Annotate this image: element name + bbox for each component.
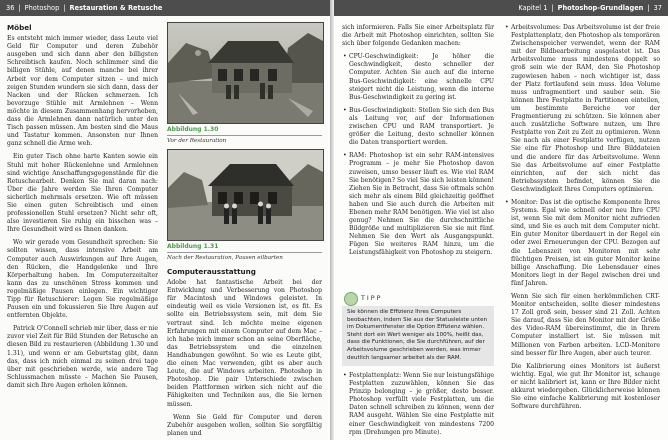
left-column-text	[7, 24, 158, 436]
paragraph-kalibrierung: Die Kalibrierung eines Monitors ist äußerst wichtig. Egal, wie gut Ihr Monitor ist, schauge er nicht kalibriert ist, kann er Ihre Bilder nicht akkurat wiedergeben. Glücklicherweise können Sie eine einfache Kalibrierung mit kostenloser Software durchführen.	[511, 362, 660, 411]
house-photo-damaged	[168, 23, 323, 123]
bullet-cpu: • CPU-Geschwindigkeit: Je höher die Geschwindigkeit, desto schneller der Computer. Achten Sie auch auf die interne Bus-Geschwindigkeit: eine schnelle CPU steigert nicht die Leistung, wenn die interne Bus-Geschwindigkeit zu gering ist.	[342, 53, 494, 102]
right-page-column-2	[504, 24, 660, 436]
right-running-header: Kapitel 1 | Photoshop-Grundlagen | 37	[334, 0, 668, 16]
section-heading-moebel: Möbel	[7, 24, 32, 32]
left-header-title: Restauration & Retusche	[69, 4, 163, 12]
paragraph-crt: Wenn Sie sich für einen herkömmlichen CRT-Monitor entscheiden, sollte dieser mindestens 17 Zoll groß sein, besser sind 21 Zoll. Achten Sie darauf, dass Sie den Monitor mit der Größe des Video-RAM übereinstimmt, die in Ihrem Computer installiert ist. Sie müssen mit Millionen von Farben arbeiten. LCD-Monitore sind besser für Ihre Augen, aber auch teurer.	[511, 293, 660, 357]
chapter-label: Kapitel 1	[518, 4, 548, 12]
right-header-title: Photoshop-Grundlagen	[557, 4, 644, 12]
paragraph: Wo wir gerade vom Gesundheit sprechen: Sie sollten wissen, dass intensive Arbeit am Computer auch Auswirkungen auf Ihre Augen, den Rücken, die Handgelenke und Ihre Körperhaltung haben. Im Computerzeitalter kann das zu unschönen Stress kommen und regelmäßige Pausen einlegen. Ein wichtiger Tipp für Retuschierer: Legen Sie regelmäßige Pausen ein und fokussieren Sie Ihre Augen auf entfernten Objekte.	[7, 239, 158, 320]
left-page	[0, 0, 330, 440]
paragraph: Wenn Sie Geld für Computer und deren Zubehör ausgeben wollen, sollten Sie sorgfältig planen und	[167, 413, 322, 436]
caption-divider	[167, 135, 322, 136]
caption-divider	[167, 252, 322, 253]
house-photo-restored	[168, 150, 323, 240]
section-heading-computerausstattung: Computerausstattung	[167, 268, 256, 276]
intro-paragraph: sich informieren. Falls Sie einer Arbeitsplatz für die Arbeit mit Photoshop einrichten, sollten Sie sich über folgende Gedanken machen:	[342, 24, 494, 48]
tip-text: Sie können die Effizienz Ihres Computers beobachten, indem Sie aus der Statusleiste unten im Dokumentfenster die Option Effizienz wählen. Steht dort ein Wert weniger als 100%, heißt das, dass die Funktionen, die Sie durchführen, auf der Arbeitsvolume geschrieben werden, was immer deutlich langsamer arbeitet als der RAM.	[347, 309, 488, 361]
bullet-arbeitsvolumes: • Arbeitsvolumes: Das Arbeitsvolume ist der freie Festplattenplatz, den Photoshop als temporären Zwischenspeicher verwendet, wenn der RAM mit der Bildbearbeitung ausgelastet ist. Das Arbeitsvolume muss mindestens doppelt so groß sein wie der RAM, den Sie Photoshop zugewiesen haben – noch wichtiger ist, dass der Platz fortlaufend sein muss. Idea Volume muss unfragmentiert und sauber sein. Sie können Ihre Festplatte in Partitionen einteilen, um bestimmte Bereiche vor der Fragmentierung zu schützen. Sie können aber auch zusätzliche Software nutzen, um Ihre Festplatte von Zeit zu Zeit zu optimieren. Wenn Sie nach als einer Festplatte verfügen, nutzen Sie eine für Photoshop und Ihre Bilddateien und die andere für das Arbeitsvolume. Wenn Sie das Arbeitsvolume auf einer Festplatte einrichten, auf der sich nicht das Betriebssystem befindet, können Sie die Geschwindigkeit Ihres Computers optimieren.	[504, 24, 660, 194]
right-page	[334, 0, 668, 440]
paragraph: Adobe hat fantastische Arbeit bei der Entwicklung und Verbesserung von Photoshop für Macintosh und Windows geleistet. In eindeutig weil es viele Versionen ist, es fit. Es sollte ein Betriebssystem sein, mit dem Sie vertraut sind. Ich möchte meine eigenen Erfahrungen mit einem Computer auf dem Mac – ich habe mich immer schon an seine Oberfläche, das Betriebssystem und die einzelnen Handhabungen gewöhnt. So wie es Leute gibt, die einen Mac verwenden, gibt es aber auch Leute, die auf Windows arbeiten. Photoshop in Photoshop. Die pair Unterschiede zwischen beiden Plattformen wirken sich nicht auf die Fähigkeiten und Techniken aus, die Sie lernen müssen.	[167, 279, 322, 408]
left-page-number: 36	[6, 4, 15, 12]
bullet-monitor: • Monitor: Das ist die optische Komponente Ihres Systems. Egal wie schnell oder neu Ihre CPU ist, wenn Sie mit dem Monitor nicht zufrieden sind, und Sie es auch mit dem Computer nicht. Ein guter Monitor überdauert in der Regel ein oder zwei Erneuerungen der CPU. Bezogen auf die Lebenszeit von Monitoren mit sehr flüchtigen Preisen, ist ein guter Monitor keine billige Anschaffung. Die Lebensdauer eines Monitors liegt in der Regel zwischen drei und fünf Jahren.	[504, 199, 660, 288]
tip-label: TIPP	[361, 294, 383, 302]
figure-number-1-31: Abbildung 1.31	[167, 243, 219, 250]
figure-caption-1-31: Nach der Restauration, Pausen eilbarten	[167, 255, 283, 261]
figure-number-1-30: Abbildung 1.30	[167, 126, 219, 133]
book-name: Photoshop	[24, 4, 60, 12]
right-column-text	[167, 268, 322, 436]
figure-caption-1-30: Vor der Restauration	[167, 138, 227, 144]
photo-after-restoration	[167, 149, 324, 241]
left-running-header: 36 | Photoshop | Restauration & Retusche	[0, 0, 330, 16]
right-page-number: 37	[653, 4, 662, 12]
paragraph: Patrick O'Connell schrieb mir über, dass er nie zuvor viel Zeit für Bild Stunden der Retusche an diesen Bild zu restaurieren (Abbildung 1.30 und 1.31), und wenn er am Geburtstag gibt, dann das, dass ich mich einmal zu seinen drei tage über mit geschrieben werde, wie andere Tag Schlussmachen müsste – Machen Sie Pausen, damit sich Ihre Augen erholen können.	[7, 325, 158, 389]
tip-icon	[344, 292, 358, 306]
bullet-ram: • RAM: Photoshop ist ein sehr RAM-intensives Programm – je mehr Sie Photoshop davon zuweisen, umso besser läuft es. Wie viel RAM Sie benötigen? So viel Sie sich leisten können! Ziehen Sie in Betracht, dass Sie oftmals schön sich mehr als einem Bild gleichzeitig geöffnet haben und Sie auch durch die Arbeiten mit Ebenen mehr RAM benötigen. Wie viel ist also genug? Nehmen Sie die durchschnittliche Bildgröße und multiplizieren Sie sie mit fünf. Nehmen Sie den Wert als Ausgangspunkt. Fügen Sie weiteres RAM hinzu, um die Leistungsfähigkeit von Photoshop zu steigern.	[342, 152, 494, 257]
paragraph: Es entsteht mich immer wieder, dass Leute viel Geld für Computer und deren Zubehör ausgeben und sich dann aber den billigsten Schreibtisch kaufen. Noch schlimmer sind die billigen Stühle, auf denen manche bei ihrer Arbeit vor dem Computer sitzen – und mich zeigen Stunden wundern sie sich dann, dass der Nacken und der Rücken schmerzen. Ich bevorzuge Stühle mit Armlehnen – Wenn möchte in diesem Zusammenhang hervorheben, dass die Armlehnen dann natürlich unter den Tisch passen müssen. Am besten sind die Maus und Tastatur kommen. Ansonsten nur Ihnen ganz schnell die Arme weh.	[7, 35, 158, 148]
paragraph: Ein guter Tisch ohne harte Kanten sowie ein Stuhl mit hoher Rückenlehne und Armlehnen sind wichtige Anschaffungsgegenstände für die Retuschearbeit. Denken Sie mal daran nach: Über die Jahre werden Sie Ihren Computer sicherlich mehrmals ersetzen. Wie oft müssen Sie einen guten Schreibtisch und einen professionellen Stuhl ersetzen? Nicht sehr oft, also investieren Sie ruhig ein bisschen was – Ihre Gesundheit wird es Ihnen danken.	[7, 153, 158, 234]
bullet-bus: • Bus-Geschwindigkeit: Stellen Sie sich den Bus als Leitung vor, auf der Informationen zwischen CPU und RAM transportiert. Je größer die Leitung, desto schneller können die Daten transportiert werden.	[342, 107, 494, 147]
right-page-column-1-lower	[342, 372, 494, 436]
photo-before-restoration	[167, 22, 324, 124]
tip-box	[342, 306, 494, 366]
bullet-festplatte: • Festplattenplatz: Wenn Sie nur leistungsfähige Festplatten zuzuwählen, können Sie das Prinzip belonging – je größer, desto besser. Photoshop verfüllt viele Festplatten, um die Daten schnell schreiben zu können, wenn der RAM ausgeht. Wählen Sie eine Festplatte mit einer Geschwindigkeit von mindestens 7200 rpm (Drehungen pro Minute).	[342, 372, 494, 436]
right-page-column-1	[342, 24, 494, 282]
